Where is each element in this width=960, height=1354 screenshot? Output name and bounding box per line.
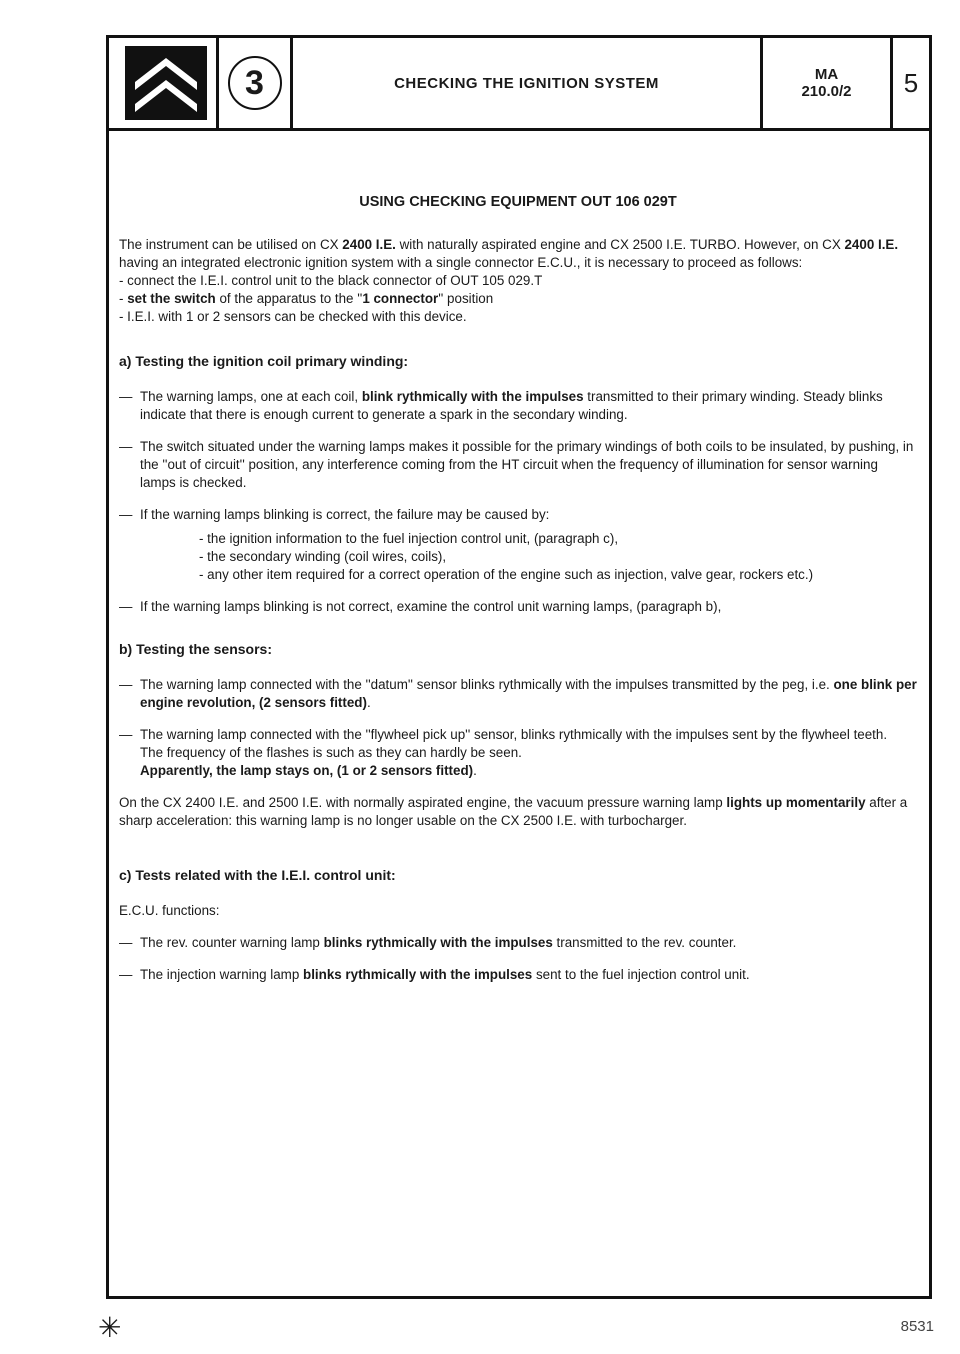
list-item: — The injection warning lamp blinks rythmically with the impulses sent to the fuel injection control unit. <box>119 967 750 982</box>
double-chevron-icon <box>125 46 207 120</box>
list-item: — The warning lamps, one at each coil, blink rythmically with the impulses transmitted to their primary winding. Steady blinks indicate that there is enough current to generate a spark in the secondary winding. <box>119 389 883 422</box>
reference-line-2: 210.0/2 <box>801 83 852 100</box>
section-b-paragraph: On the CX 2400 I.E. and 2500 I.E. with normally aspirated engine, the vacuum pressure warning lamp lights up momentarily after a sharp acceleration: this warning lamp is no longer usable on the CX 2500 I.E. with turbocharger. <box>119 795 908 828</box>
page-frame <box>106 35 932 1299</box>
list-item: — The warning lamp connected with the ''flywheel pick up'' sensor, blinks rythmically with the impulses sent by the flywheel teeth. The frequency of the flashes is such as they can hardly be seen. Apparently, the lamp stays on, (1 or 2 sensors fitted). <box>119 727 888 778</box>
list-item: — If the warning lamps blinking is not correct, examine the control unit warning lamps, (paragraph b), <box>119 599 722 614</box>
intro-step-2: - set the switch of the apparatus to the ''1 connector'' position <box>119 291 494 306</box>
reference-code <box>763 38 893 128</box>
section-c-heading: c) Tests related with the I.E.I. control unit: <box>119 867 396 883</box>
intro-section <box>119 236 917 326</box>
sub-item: - the ignition information to the fuel injection control unit, (paragraph c), <box>199 531 619 546</box>
sub-item: - the secondary winding (coil wires, coils), <box>199 549 447 564</box>
intro-step-1: - connect the I.E.I. control unit to the black connector of OUT 105 029.T <box>119 273 543 288</box>
list-item: — The switch situated under the warning lamps makes it possible for the primary windings of both coils to be insulated, by pushing, in the ''out of circuit'' position, any interference coming from the HT circuit when the frequency of illumination for sensor warning lamps is checked. <box>119 439 914 490</box>
list-item: — The rev. counter warning lamp blinks rythmically with the impulses transmitted to the rev. counter. <box>119 935 737 950</box>
section-c-intro: E.C.U. functions: <box>119 903 220 918</box>
subtitle: USING CHECKING EQUIPMENT OUT 106 029T <box>359 194 677 210</box>
page-title: CHECKING THE IGNITION SYSTEM <box>293 38 763 128</box>
section-number: 3 <box>228 56 282 110</box>
citroen-logo <box>125 46 207 120</box>
footer-code: 8531 <box>900 1318 934 1335</box>
logo-cell <box>109 38 219 128</box>
asterisk-icon: ✳ <box>98 1312 122 1343</box>
intro-step-3: - I.E.I. with 1 or 2 sensors can be checked with this device. <box>119 309 467 324</box>
sub-item: - any other item required for a correct operation of the engine such as injection, valve gear, rockers etc.) <box>199 567 814 582</box>
section-b-heading: b) Testing the sensors: <box>119 641 272 657</box>
list-item: — If the warning lamps blinking is correct, the failure may be caused by: - the ignition information to the fuel injection control unit, (paragraph c), - the secondary winding (coil wires, coils), - any other item required for a correct operation of the engine such as injection, valve gear, rockers etc.) <box>119 506 917 584</box>
section-number-cell <box>219 38 293 128</box>
reference-line-1: MA <box>814 66 839 83</box>
header-bar <box>109 38 929 131</box>
page-number: 5 <box>903 67 919 98</box>
section-a-heading: a) Testing the ignition coil primary winding: <box>119 353 409 369</box>
sub-list <box>140 530 917 584</box>
list-item: — The warning lamp connected with the ''datum'' sensor blinks rythmically with the impulses transmitted by the peg, i.e. one blink per engine revolution, (2 sensors fitted). <box>119 677 917 710</box>
content <box>119 193 917 998</box>
intro-paragraph: The instrument can be utilised on CX 2400 I.E. with naturally aspirated engine and CX 2500 I.E. TURBO. However, on CX 2400 I.E. having an integrated electronic ignition system with a single connector E.C.U., it is necessary to proceed as follows: <box>119 237 899 270</box>
